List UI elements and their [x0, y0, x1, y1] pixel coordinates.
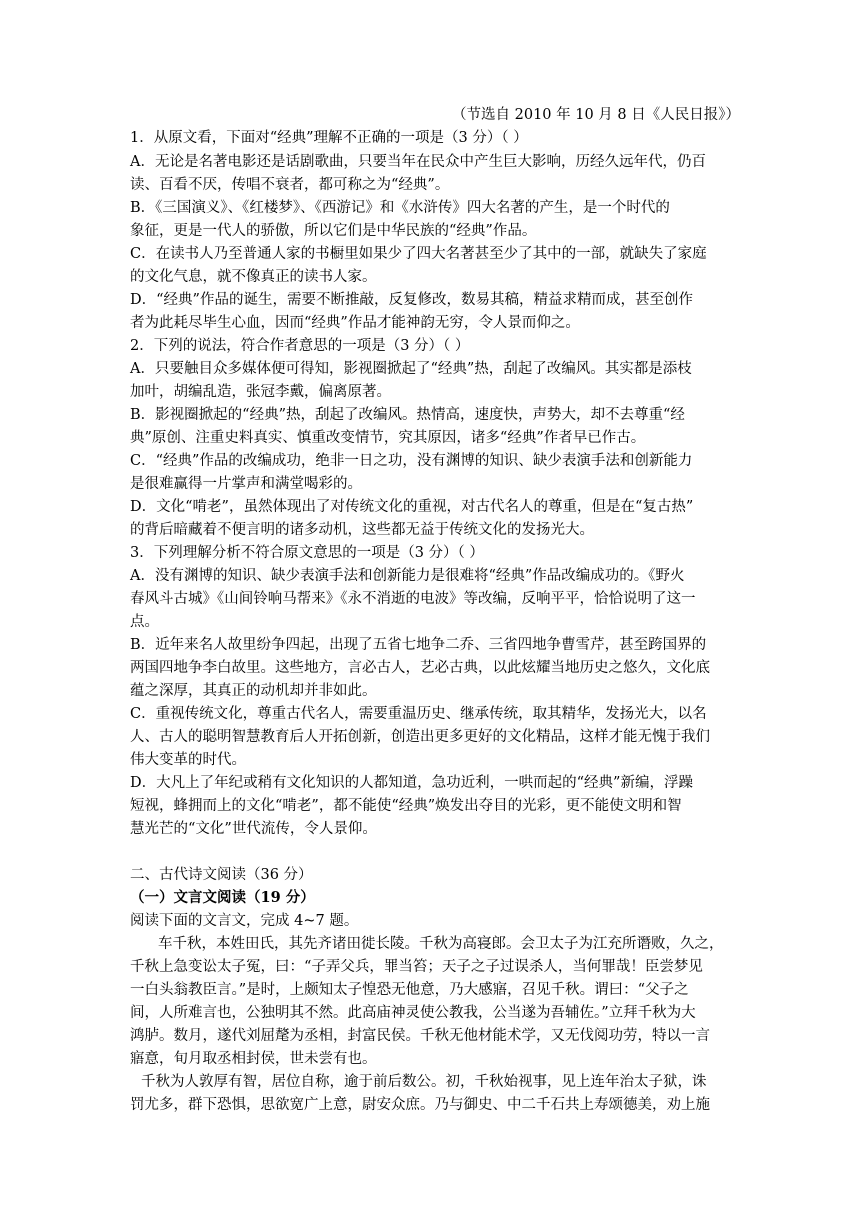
text-line: 是很难赢得一片掌声和满堂喝彩的。: [130, 476, 362, 492]
subsection-title: （一）文言文阅读（19 分）: [130, 889, 315, 906]
section-title: 二、古代诗文阅读（36 分）: [130, 867, 313, 883]
text-line: 点。: [130, 614, 159, 630]
question-3-stem: 3．下列理解分析不符合原文意思的一项是（3 分）（ ）: [130, 545, 484, 561]
question-1-stem: 1．从原文看，下面对“经典”理解不正确的一项是（3 分）（ ）: [130, 130, 528, 146]
source-note: （节选自 2010 年 10 月 8 日《人民日报》）: [452, 107, 740, 123]
text-line: 两国四地争李白故里。这些地方，言必古人，艺必古典，以此炫耀当地历史之悠久，文化底: [130, 660, 710, 676]
text-line: A．无论是名著电影还是话剧歌曲，只要当年在民众中产生巨大影响，历经久远年代，仍百: [130, 154, 706, 170]
text-line: 伟大变革的时代。: [130, 752, 246, 768]
passage-line: 间，人所难言也，公独明其不然。此高庙神灵使公教我，公当遂为吾辅佐。”立拜千秋为大: [130, 1005, 696, 1021]
text-line: B．近年来名人故里纷争四起，出现了五省七地争二乔、三省四地争曹雪芹，甚至跨国界的: [130, 637, 707, 653]
text-line: D．文化“啃老”，虽然体现出了对传统文化的重视，对古代名人的尊重，但是在“复古热”: [130, 499, 694, 515]
text-line: 者为此耗尽毕生心血，因而“经典”作品才能神韵无穷，令人景而仰之。: [130, 315, 580, 331]
text-line: 加叶，胡编乱造，张冠李戴，偏离原著。: [130, 384, 391, 400]
text-line: 读、百看不厌，传唱不衰者，都可称之为“经典”。: [130, 177, 450, 193]
passage-line: 鸿胪。数月，遂代刘屈氂为丞相，封富民侯。千秋无他材能术学，又无伐阅功劳，特以一言: [130, 1028, 710, 1044]
passage-line: 一白头翁教臣言。”是时，上颇知太子惶恐无他意，乃大感寤，召见千秋。谓曰：“父子之: [130, 982, 689, 998]
text-line: 春风斗古城》《山间铃响马帮来》《永不消逝的电波》等改编，反响平平，恰恰说明了这一: [130, 591, 696, 607]
text-line: 典”原创、注重史料真实、慎重改变情节，究其原因，诸多“经典”作者早已作古。: [130, 430, 646, 446]
text-line: 人、古人的聪明智慧教育后人开拓创新，创造出更多更好的文化精品，这样才能无愧于我们: [130, 729, 710, 745]
text-line: 蕴之深厚，其真正的动机却并非如此。: [130, 683, 377, 699]
text-line: B．影视圈掀起的“经典”热，刮起了改编风。热情高，速度快，声势大，却不去尊重“经: [130, 407, 685, 423]
text-line: 的文化气息，就不像真正的读书人家。: [130, 269, 377, 285]
instruction: 阅读下面的文言文，完成 4~7 题。: [130, 913, 359, 929]
text-line: 象征，更是一代人的骄傲，所以它们是中华民族的“经典”作品。: [130, 223, 537, 239]
passage-line: 千秋为人敦厚有智，居位自称，逾于前后数公。初，千秋始视事，见上连年治太子狱，诛: [141, 1074, 707, 1090]
text-line: 慧光芒的“文化”世代流传，令人景仰。: [130, 821, 377, 837]
text-line: D．“经典”作品的诞生，需要不断推敲，反复修改，数易其稿，精益求精而成，甚至创作: [130, 292, 693, 308]
passage-line: 罚尤多，群下恐惧，思欲宽广上意，尉安众庶。乃与御史、中二千石共上寿颂德美，劝上施: [130, 1097, 710, 1113]
text-line: B．《三国演义》、《红楼梦》、《西游记》和《水浒传》四大名著的产生，是一个时代的: [130, 200, 670, 216]
passage-line: 寤意，旬月取丞相封侯，世未尝有也。: [130, 1051, 377, 1067]
text-line: 的背后暗藏着不便言明的诸多动机，这些都无益于传统文化的发扬光大。: [130, 522, 594, 538]
question-2-stem: 2．下列的说法，符合作者意思的一项是（3 分）（ ）: [130, 338, 470, 354]
text-line: C．“经典”作品的改编成功，绝非一日之功，没有渊博的知识、缺少表演手法和创新能力: [130, 453, 693, 469]
text-line: A．没有渊博的知识、缺少表演手法和创新能力是很难将“经典”作品改编成功的。《野火: [130, 568, 685, 584]
text-line: C．重视传统文化，尊重古代名人，需要重温历史、继承传统，取其精华，发扬光大，以名: [130, 706, 707, 722]
text-line: A．只要触目众多媒体便可得知，影视圈掀起了“经典”热，刮起了改编风。其实都是添枝: [130, 361, 692, 377]
text-line: D．大凡上了年纪或稍有文化知识的人都知道，急功近利，一哄而起的“经典”新编，浮躁: [130, 775, 693, 791]
passage-line: 千秋上急变讼太子冤，曰：“子弄父兵，罪当笞；天子之子过误杀人，当何罪哉！臣尝梦见: [130, 959, 703, 975]
passage-line: 车千秋，本姓田氏，其先齐诸田徙长陵。千秋为高寝郎。会卫太子为江充所谮败，久之，: [158, 936, 724, 952]
text-line: C．在读书人乃至普通人家的书橱里如果少了四大名著甚至少了其中的一部，就缺失了家庭: [130, 246, 707, 262]
text-line: 短视，蜂拥而上的文化“啃老”，都不能使“经典”焕发出夺目的光彩，更不能使文明和智: [130, 798, 682, 814]
